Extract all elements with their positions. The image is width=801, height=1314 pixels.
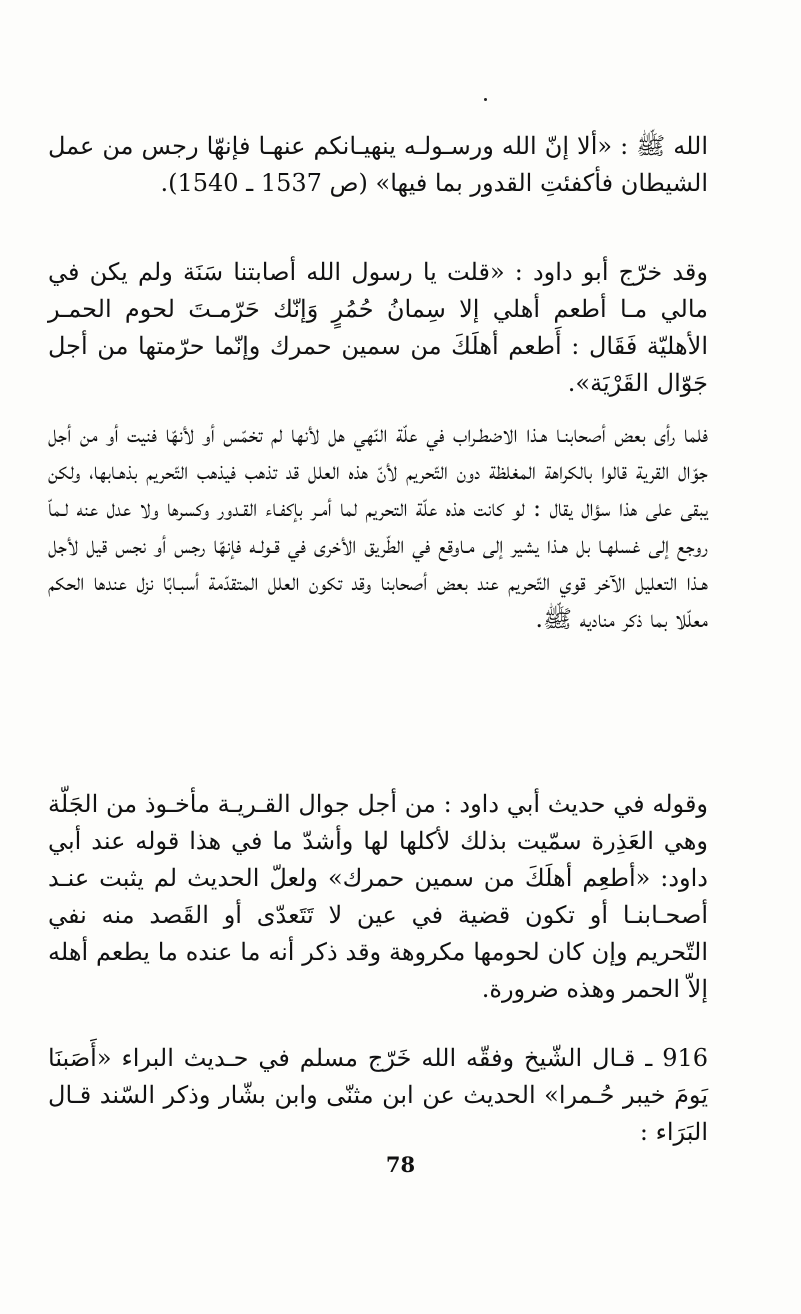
paragraph-text: وقد خرّج أبو داود : «قلت يا رسول الله أصابتنا سَنَة ولم يكن في مالي مـا أطعم أهلي إلا سِمانُ حُمُرٍ وَإنّك حَرّمـتَ لحوم الحمـر الأهليّة فَقَال : أَطعم أهلَكَ من سمين حمرك وإنّما حرّمتها من أجل جَوّال القَرْيَة». (48, 258, 708, 397)
paragraph-4 (48, 786, 708, 1008)
paragraph-text: الله ﷺ : «ألا إنّ الله ورسـولـه ينهيـانكم عنهـا فإنهّا رجس من عمل الشيطان فأكفئتِ القدور بما فيها» (ص 1537 ـ 1540). (48, 132, 708, 197)
paragraph-text: فلما رأى بعض أصحابنـا هـذا الاضطـراب في علّة النّهي هل لأنها لم تخمّس أو لأنهّا فنيت أو من أجل جوّال القرية قالوا بالكراهة المغلظة دون التّحريم لأنّ هذه العلل قد تذهب فيذهب التّحريم بذهـابها، ولكن يبقى على هذا سؤال يقال : لو كانت هذه علّة التحريم لما أمـر بإكفـاء القـدور وكسرها ولا عدل عنه لـماّ روجع إلى غسلهـا بل هـذا يشير إلى مـاوقع في الطّريق الأخرى في قـولـه فإنهّا رجس أو نجس قيل لأجل هـذا التعليل الآخر قوي التّحريم عند بعض أصحابنا وقد تكون العلل المتقدّمة أسبـابًا نزل عندها الحكم معلّلا بما ذكر مناديه ﷺ. (48, 420, 709, 633)
paragraph-text: وقوله في حديث أبي داود : من أجل جوال القـريـة مأخـوذ من الجَلّة وهي العَذِرة سمّيت بذلك لأكلها لها وأشدّ ما في هذا قوله عند أبي داود: «أطعِم أهلَكَ من سمين حمرك» ولعلّ الحديث لم يثبت عنـد أصحـابنـا أو تكون قضية في عين لا تَتَعدّى أو القَصد منه نفي التّحريم وإن كان لحومها مكروهة وقد ذكر أنه ما عنده ما يطعم أهله إلاّ الحمر وهذه ضرورة. (48, 790, 708, 1003)
paragraph-text: 916 ـ قـال الشّيخ وفقّه الله خَرّج مسلم في حـديث البراء «أَصَبنَا يَومَ خيبر حُـمرا» الحديث عن ابن مثنّى وابن بشّار وذكر السّند قـال البَرَاء : (48, 1044, 708, 1146)
paragraph-1 (48, 128, 708, 202)
ink-speck (484, 98, 487, 101)
paragraph-5 (48, 1040, 708, 1151)
page-number: 78 (385, 1152, 416, 1177)
paragraph-2 (48, 254, 708, 402)
paragraph-3 (48, 416, 708, 638)
